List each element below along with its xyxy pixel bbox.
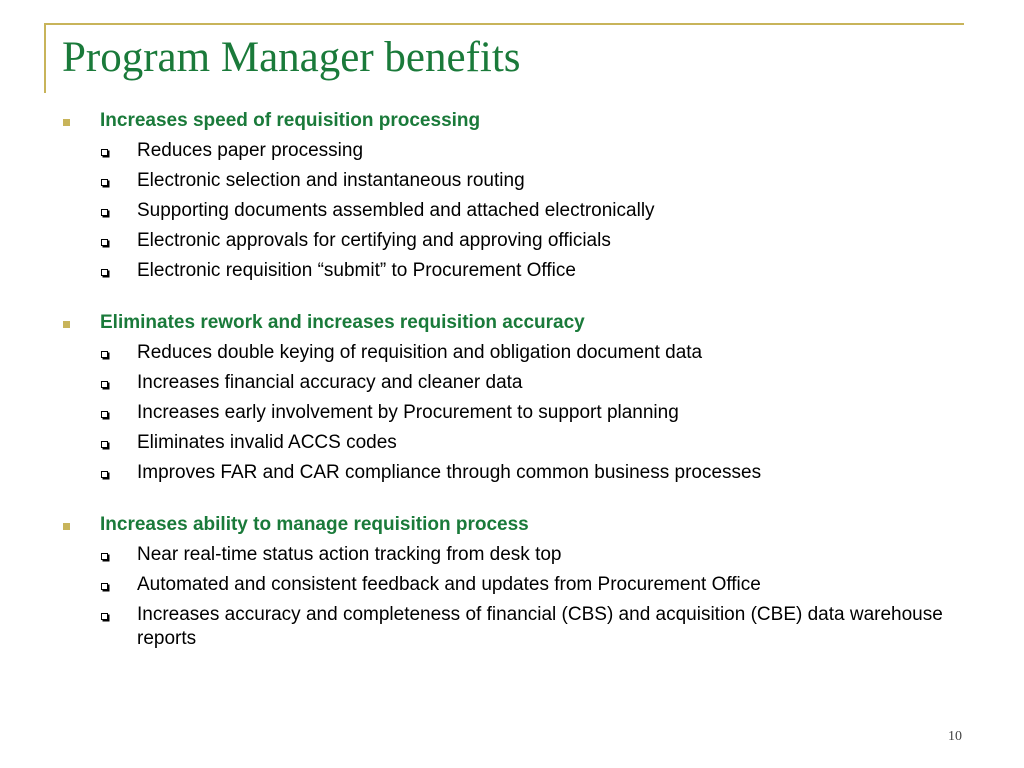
list-item (62, 428, 992, 458)
list-item (62, 398, 992, 428)
section-accuracy (62, 308, 992, 488)
list-item-text: Electronic requisition “submit” to Procurement Office (137, 260, 576, 281)
list-item (62, 570, 992, 600)
section-item-list (62, 338, 992, 488)
box-bullet-icon (101, 471, 108, 478)
section-heading (62, 106, 992, 136)
section-heading-text: Eliminates rework and increases requisition accuracy (100, 312, 585, 333)
box-bullet-icon (101, 583, 108, 590)
box-bullet-icon (101, 411, 108, 418)
box-bullet-icon (101, 209, 108, 216)
square-bullet-icon (63, 321, 70, 328)
list-item (62, 368, 992, 398)
list-item-text: Electronic selection and instantaneous routing (137, 170, 525, 191)
box-bullet-icon (101, 269, 108, 276)
list-item (62, 226, 992, 256)
title-frame-left-rule (44, 23, 46, 93)
list-item-text: Electronic approvals for certifying and approving officials (137, 230, 611, 251)
section-heading (62, 308, 992, 338)
box-bullet-icon (101, 351, 108, 358)
list-item-text: Increases early involvement by Procurement to support planning (137, 402, 679, 423)
section-heading (62, 510, 992, 540)
list-item-text: Improves FAR and CAR compliance through common business processes (137, 462, 762, 483)
square-bullet-icon (63, 523, 70, 530)
list-item-text: Near real-time status action tracking from desk top (137, 544, 562, 565)
list-item-text: Eliminates invalid ACCS codes (137, 432, 397, 453)
title-frame-top-rule (44, 23, 964, 25)
list-item-text: Reduces double keying of requisition and obligation document data (137, 342, 703, 363)
list-item (62, 196, 992, 226)
list-item (62, 256, 992, 286)
box-bullet-icon (101, 553, 108, 560)
box-bullet-icon (101, 149, 108, 156)
slide-title: Program Manager benefits (62, 34, 521, 81)
section-item-list (62, 540, 992, 654)
list-item (62, 166, 992, 196)
list-item (62, 136, 992, 166)
page-number: 10 (948, 729, 962, 744)
list-item (62, 458, 992, 488)
box-bullet-icon (101, 613, 108, 620)
box-bullet-icon (101, 239, 108, 246)
square-bullet-icon (63, 119, 70, 126)
box-bullet-icon (101, 179, 108, 186)
list-item-text: Reduces paper processing (137, 140, 364, 161)
section-speed (62, 106, 992, 286)
section-manage (62, 510, 992, 654)
list-item (62, 540, 992, 570)
list-item-text: Supporting documents assembled and attached electronically (137, 200, 655, 221)
section-item-list (62, 136, 992, 286)
list-item-text: Increases financial accuracy and cleaner data (137, 372, 523, 393)
section-heading-text: Increases speed of requisition processing (100, 110, 481, 131)
list-item (62, 600, 992, 654)
list-item (62, 338, 992, 368)
list-item-text: Increases accuracy and completeness of financial (CBS) and acquisition (CBE) data warehouse reports (137, 604, 943, 649)
box-bullet-icon (101, 441, 108, 448)
list-item-text: Automated and consistent feedback and updates from Procurement Office (137, 574, 761, 595)
slide-content (62, 106, 992, 676)
section-heading-text: Increases ability to manage requisition process (100, 514, 529, 535)
box-bullet-icon (101, 381, 108, 388)
